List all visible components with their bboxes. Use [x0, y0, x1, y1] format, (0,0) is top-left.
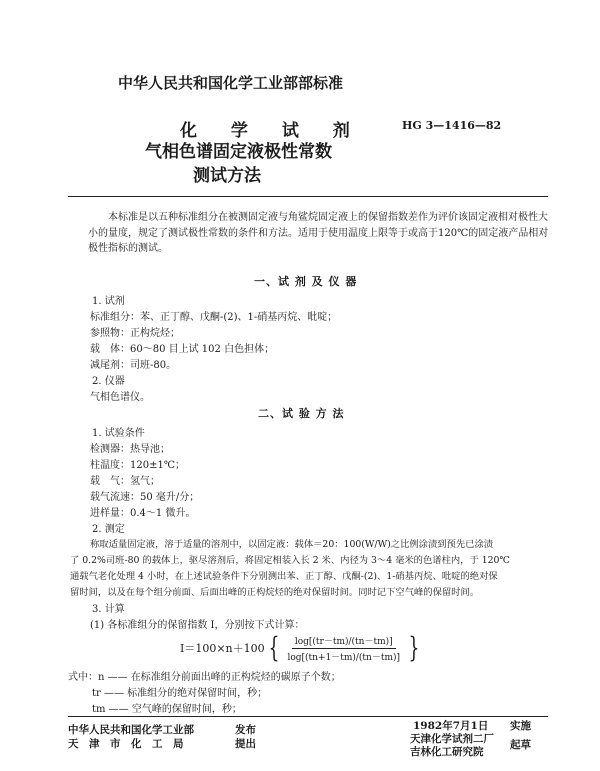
section2-item1-title: 1. 试验条件 — [92, 428, 145, 439]
drafter-1: 天津化学试剂二厂 — [410, 733, 494, 745]
section1-item2-title: 2. 仪器 — [92, 376, 125, 387]
document-title-line1: 化 学 试 剂 — [180, 121, 364, 141]
condition-line-3: 载 气：氢气； — [90, 476, 160, 487]
condition-line-5: 进样量：0.4～1 微升。 — [90, 508, 196, 519]
procedure-line-3: 通载气老化处理 4 小时，在上述试验条件下分别测出苯、正丁醇、戊酮-(2)、1-硝基丙烷、吡啶的绝对保 — [70, 571, 498, 582]
procedure-line-4: 留时间，以及在每个组分前面、后面出峰的正构烷烃的绝对保留时间。同时记下空气峰的保留时间。 — [70, 587, 480, 598]
issuing-authority-title: 中华人民共和国化学工业部部标准 — [118, 74, 344, 92]
formula-lhs: I＝100×n＋100 — [180, 642, 265, 655]
proposer-org: 天 津 市 化 工 局 — [68, 738, 184, 750]
reagent-line-1: 标准组分：苯、正丁醇、戊酮-(2)、1-硝基丙烷、吡啶； — [90, 312, 338, 323]
effective-date: 1982年7月1日 — [413, 720, 489, 732]
formula-right-brace: } — [408, 631, 420, 664]
where-n-definition: 式中：n —— 在标准组分前面出峰的正构烷烃的碳原子个数； — [68, 672, 341, 683]
formula-numerator: log[(tr－tm)/(tn－tm)] — [292, 634, 396, 649]
intro-paragraph: 本标准是以五种标准组分在被测固定液与角鲨烷固定液上的保留指数差作为评价该固定液相对极性大小的量度，规定了测试极性常数的条件和方法。适用于使用温度上限等于或高于120℃的固定液产品相对极性指标的测试。 — [88, 212, 549, 254]
calculation-intro: (1) 各标准组分的保留指数 I，分别按下式计算： — [90, 620, 305, 631]
issuer-org: 中华人民共和国化学工业部 — [68, 724, 194, 736]
header-divider — [68, 196, 548, 197]
reagent-line-4: 减尾剂：司班-80。 — [90, 360, 177, 371]
document-title-line2: 气相色谱固定液极性常数 — [145, 142, 332, 162]
formula-denominator: log[(tn+1－tm)/(tn－tm)] — [287, 652, 401, 663]
proposer-action: 提出 — [235, 738, 256, 750]
formula-fraction — [284, 634, 403, 663]
reagent-line-3: 载 体：60～80 目上试 102 白色担体； — [90, 344, 275, 355]
section2-item3-title: 3. 计算 — [92, 604, 125, 615]
condition-line-4: 载气流速：50 毫升/分； — [90, 492, 200, 503]
instrument-line: 气相色谱仪。 — [90, 392, 150, 403]
procedure-line-1: 称取适量固定液，溶于适量的溶剂中，以固定液：载体＝20：100(W/W)之比例涂渍到预先已涂渍 — [90, 539, 494, 550]
standard-code: HG 3—1416—82 — [402, 119, 502, 132]
section2-item2-title: 2. 测定 — [92, 524, 125, 535]
section1-item1-title: 1. 试剂 — [92, 296, 125, 307]
drafter-action: 起草 — [510, 739, 531, 751]
drafter-2: 吉林化工研究院 — [410, 746, 484, 758]
retention-index-formula — [180, 628, 423, 668]
where-tr-definition: tr —— 标准组分的绝对保留时间，秒； — [92, 688, 268, 699]
condition-line-1: 检测器：热导池； — [90, 444, 170, 455]
condition-line-2: 柱温度：120±1℃； — [90, 460, 186, 471]
formula-left-brace: { — [268, 631, 279, 664]
procedure-line-2: 了 0.2%司班-80 的载体上，驱尽溶剂后，将固定相装入长 2 米、内径为 3～4 毫米的色谱柱内，于 120℃ — [70, 555, 510, 566]
effective-action: 实施 — [510, 720, 531, 732]
reagent-line-2: 参照物：正构烷烃； — [90, 328, 180, 339]
footer-divider — [68, 716, 548, 717]
document-title-line3: 测试方法 — [193, 166, 261, 186]
where-tm-definition: tm —— 空气峰的保留时间，秒； — [92, 704, 242, 715]
section2-heading: 二、试 验 方 法 — [258, 407, 345, 420]
section1-heading: 一、试 剂 及 仪 器 — [254, 275, 358, 288]
issuer-action: 发布 — [235, 724, 256, 736]
